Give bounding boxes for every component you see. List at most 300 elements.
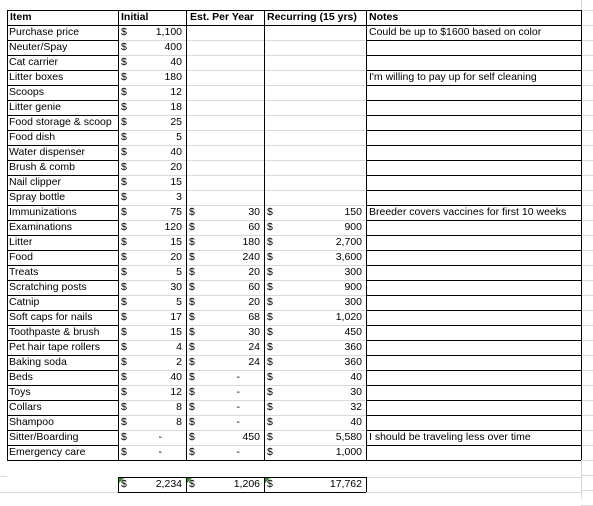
currency-symbol: $ bbox=[189, 446, 195, 458]
header-per-year[interactable]: Est. Per Year bbox=[190, 11, 255, 23]
row-border bbox=[7, 280, 118, 281]
currency-symbol: $ bbox=[267, 371, 273, 383]
gridline-h bbox=[581, 205, 593, 206]
row-border bbox=[7, 460, 118, 461]
gridline-h bbox=[366, 477, 581, 478]
row-border bbox=[7, 400, 118, 401]
gridline-h bbox=[581, 190, 593, 191]
row-border bbox=[7, 220, 118, 221]
currency-symbol: $ bbox=[121, 176, 127, 188]
row-border bbox=[7, 295, 118, 296]
column-border bbox=[7, 10, 8, 460]
currency-symbol: $ bbox=[121, 416, 127, 428]
initial-value[interactable]: 4 bbox=[176, 341, 182, 353]
gridline-h bbox=[118, 265, 366, 266]
row-item-label[interactable]: Beds bbox=[9, 371, 33, 383]
row-border bbox=[7, 175, 118, 176]
gridline-h bbox=[581, 40, 593, 41]
recurring-value[interactable]: 40 bbox=[350, 371, 362, 383]
initial-value[interactable]: 20 bbox=[170, 251, 182, 263]
initial-value[interactable]: 12 bbox=[170, 386, 182, 398]
initial-value[interactable]: 17 bbox=[170, 311, 182, 323]
gridline-h bbox=[581, 460, 593, 461]
currency-symbol: $ bbox=[267, 386, 273, 398]
recurring-value[interactable]: 450 bbox=[344, 326, 362, 338]
currency-symbol: $ bbox=[267, 251, 273, 263]
gridline-h bbox=[118, 145, 366, 146]
row-item-label[interactable]: Emergency care bbox=[9, 446, 86, 458]
currency-symbol: $ bbox=[267, 401, 273, 413]
currency-symbol: $ bbox=[121, 86, 127, 98]
row-item-label[interactable]: Soft caps for nails bbox=[9, 311, 93, 323]
gridline-h bbox=[118, 310, 366, 311]
initial-value[interactable]: 120 bbox=[164, 221, 182, 233]
gridline-h bbox=[581, 70, 593, 71]
row-border bbox=[366, 340, 581, 341]
gridline-h bbox=[118, 205, 366, 206]
per-year-value[interactable]: 68 bbox=[248, 311, 260, 323]
row-border bbox=[7, 250, 118, 251]
initial-value[interactable]: 40 bbox=[170, 371, 182, 383]
recurring-value[interactable]: 30 bbox=[350, 386, 362, 398]
gridline-h bbox=[581, 160, 593, 161]
currency-symbol: $ bbox=[189, 341, 195, 353]
gridline-h bbox=[581, 370, 593, 371]
currency-symbol: $ bbox=[189, 356, 195, 368]
initial-value[interactable]: 3 bbox=[176, 191, 182, 203]
currency-symbol: $ bbox=[267, 296, 273, 308]
row-border bbox=[366, 445, 581, 446]
column-border bbox=[366, 10, 367, 460]
row-note[interactable]: Could be up to $1600 based on color bbox=[369, 26, 542, 38]
total-recurring[interactable]: 17,762 bbox=[329, 478, 362, 490]
row-border bbox=[366, 265, 581, 266]
recurring-value[interactable]: 900 bbox=[344, 221, 362, 233]
row-border bbox=[7, 100, 118, 101]
row-item-label[interactable]: Purchase price bbox=[9, 26, 80, 38]
initial-value[interactable]: 25 bbox=[170, 116, 182, 128]
row-border bbox=[366, 250, 581, 251]
initial-value[interactable]: 400 bbox=[164, 41, 182, 53]
per-year-value[interactable]: - bbox=[236, 401, 240, 413]
row-border bbox=[366, 415, 581, 416]
row-note[interactable]: I should be traveling less over time bbox=[369, 431, 531, 443]
column-border bbox=[264, 10, 265, 460]
gridline-h bbox=[581, 250, 593, 251]
row-item-label[interactable]: Toothpaste & brush bbox=[9, 326, 100, 338]
initial-value[interactable]: 40 bbox=[170, 56, 182, 68]
gridline-h bbox=[581, 400, 593, 401]
currency-symbol: $ bbox=[267, 478, 273, 490]
currency-symbol: $ bbox=[121, 386, 127, 398]
initial-value[interactable]: 180 bbox=[164, 71, 182, 83]
row-border bbox=[366, 115, 581, 116]
per-year-value[interactable]: 60 bbox=[248, 221, 260, 233]
gridline-h bbox=[118, 430, 366, 431]
row-item-label[interactable]: Baking soda bbox=[9, 356, 67, 368]
currency-symbol: $ bbox=[267, 446, 273, 458]
recurring-value[interactable]: 32 bbox=[350, 401, 362, 413]
row-border bbox=[7, 130, 118, 131]
row-item-label[interactable]: Litter bbox=[9, 236, 33, 248]
row-item-label[interactable]: Food storage & scoop bbox=[9, 116, 112, 128]
row-item-label[interactable]: Litter genie bbox=[9, 101, 61, 113]
gridline-h bbox=[118, 250, 366, 251]
row-item-label[interactable]: Water dispenser bbox=[9, 146, 86, 158]
row-item-label[interactable]: Treats bbox=[9, 266, 39, 278]
row-border bbox=[366, 325, 581, 326]
row-border bbox=[7, 235, 118, 236]
row-item-label[interactable]: Pet hair tape rollers bbox=[9, 341, 101, 353]
row-item-label[interactable]: Spray bottle bbox=[9, 191, 66, 203]
currency-symbol: $ bbox=[121, 221, 127, 233]
row-border bbox=[366, 100, 581, 101]
gridline-h bbox=[118, 235, 366, 236]
row-border bbox=[7, 205, 118, 206]
header-recurring[interactable]: Recurring (15 yrs) bbox=[267, 11, 357, 23]
row-border bbox=[366, 25, 581, 26]
row-border bbox=[7, 25, 118, 26]
currency-symbol: $ bbox=[267, 356, 273, 368]
currency-symbol: $ bbox=[121, 236, 127, 248]
gridline-h bbox=[118, 400, 366, 401]
currency-symbol: $ bbox=[121, 101, 127, 113]
per-year-value[interactable]: 240 bbox=[242, 251, 260, 263]
currency-symbol: $ bbox=[267, 281, 273, 293]
gridline-h bbox=[366, 492, 581, 493]
initial-value[interactable]: 5 bbox=[176, 131, 182, 143]
currency-symbol: $ bbox=[189, 251, 195, 263]
currency-symbol: $ bbox=[121, 401, 127, 413]
recurring-value[interactable]: 1,000 bbox=[335, 446, 362, 458]
gridline-h bbox=[118, 220, 366, 221]
per-year-value[interactable]: 30 bbox=[248, 206, 260, 218]
per-year-value[interactable]: - bbox=[236, 371, 240, 383]
row-border bbox=[366, 385, 581, 386]
recurring-value[interactable]: 2,700 bbox=[335, 236, 362, 248]
row-border bbox=[366, 220, 581, 221]
currency-symbol: $ bbox=[267, 416, 273, 428]
currency-symbol: $ bbox=[267, 431, 273, 443]
initial-value[interactable]: - bbox=[158, 446, 162, 458]
row-border bbox=[366, 55, 581, 56]
row-border bbox=[7, 370, 118, 371]
currency-symbol: $ bbox=[189, 371, 195, 383]
currency-symbol: $ bbox=[189, 221, 195, 233]
row-border bbox=[366, 370, 581, 371]
gridline-h bbox=[118, 40, 366, 41]
row-item-label[interactable]: Scoops bbox=[9, 86, 45, 98]
initial-value[interactable]: 5 bbox=[176, 296, 182, 308]
initial-value[interactable]: 1,100 bbox=[155, 26, 182, 38]
currency-symbol: $ bbox=[121, 116, 127, 128]
table-border-top bbox=[7, 10, 581, 11]
gridline-h bbox=[581, 10, 593, 11]
initial-value[interactable]: 12 bbox=[170, 86, 182, 98]
header-notes[interactable]: Notes bbox=[369, 11, 399, 23]
header-initial[interactable]: Initial bbox=[121, 11, 149, 23]
currency-symbol: $ bbox=[189, 478, 195, 490]
currency-symbol: $ bbox=[189, 386, 195, 398]
gridline-h bbox=[581, 115, 593, 116]
gridline-h bbox=[118, 355, 366, 356]
row-item-label[interactable]: Litter boxes bbox=[9, 71, 64, 83]
row-item-label[interactable]: Catnip bbox=[9, 296, 40, 308]
currency-symbol: $ bbox=[121, 326, 127, 338]
currency-symbol: $ bbox=[121, 356, 127, 368]
header-item[interactable]: Item bbox=[10, 11, 32, 23]
initial-value[interactable]: 30 bbox=[170, 281, 182, 293]
row-item-label[interactable]: Examinations bbox=[9, 221, 73, 233]
row-border bbox=[366, 430, 581, 431]
recurring-value[interactable]: 1,020 bbox=[335, 311, 362, 323]
initial-value[interactable]: 18 bbox=[170, 101, 182, 113]
row-border bbox=[366, 190, 581, 191]
gridline-h bbox=[118, 370, 366, 371]
row-item-label[interactable]: Brush & comb bbox=[9, 161, 75, 173]
currency-symbol: $ bbox=[121, 191, 127, 203]
row-border bbox=[366, 235, 581, 236]
gridline-h bbox=[118, 85, 366, 86]
row-border bbox=[366, 400, 581, 401]
currency-symbol: $ bbox=[121, 161, 127, 173]
row-border bbox=[7, 190, 118, 191]
row-item-label[interactable]: Neuter/Spay bbox=[9, 41, 68, 53]
currency-symbol: $ bbox=[121, 446, 127, 458]
row-border bbox=[366, 175, 581, 176]
row-border bbox=[366, 280, 581, 281]
gridline-h bbox=[581, 325, 593, 326]
currency-symbol: $ bbox=[121, 371, 127, 383]
error-indicator-icon[interactable] bbox=[119, 478, 124, 483]
gridline-h bbox=[0, 492, 118, 493]
currency-symbol: $ bbox=[267, 221, 273, 233]
totals-border-bottom bbox=[118, 492, 366, 493]
row-border bbox=[7, 70, 118, 71]
currency-symbol: $ bbox=[121, 341, 127, 353]
row-border bbox=[366, 85, 581, 86]
currency-symbol: $ bbox=[189, 401, 195, 413]
initial-value[interactable]: 8 bbox=[176, 416, 182, 428]
initial-value[interactable]: 15 bbox=[170, 326, 182, 338]
row-border bbox=[7, 430, 118, 431]
recurring-value[interactable]: 3,600 bbox=[335, 251, 362, 263]
row-border bbox=[366, 70, 581, 71]
row-border bbox=[7, 55, 118, 56]
initial-value[interactable]: 15 bbox=[170, 236, 182, 248]
per-year-value[interactable]: 20 bbox=[248, 266, 260, 278]
gridline-h bbox=[581, 100, 593, 101]
row-border bbox=[366, 355, 581, 356]
column-border bbox=[118, 10, 119, 460]
row-border bbox=[366, 130, 581, 131]
gridline-h bbox=[118, 160, 366, 161]
error-indicator-icon[interactable] bbox=[187, 478, 192, 483]
row-border bbox=[7, 355, 118, 356]
per-year-value[interactable]: 20 bbox=[248, 296, 260, 308]
row-border bbox=[7, 115, 118, 116]
currency-symbol: $ bbox=[121, 56, 127, 68]
currency-symbol: $ bbox=[121, 478, 127, 490]
currency-symbol: $ bbox=[121, 41, 127, 53]
row-item-label[interactable]: Cat carrier bbox=[9, 56, 59, 68]
gridline-h bbox=[118, 70, 366, 71]
row-border bbox=[366, 145, 581, 146]
currency-symbol: $ bbox=[189, 266, 195, 278]
row-border bbox=[7, 325, 118, 326]
gridline-h bbox=[581, 430, 593, 431]
currency-symbol: $ bbox=[121, 281, 127, 293]
currency-symbol: $ bbox=[267, 311, 273, 323]
currency-symbol: $ bbox=[121, 311, 127, 323]
error-indicator-icon[interactable] bbox=[265, 478, 270, 483]
gridline-h bbox=[581, 25, 593, 26]
row-border bbox=[7, 160, 118, 161]
initial-value[interactable]: 5 bbox=[176, 266, 182, 278]
row-border bbox=[366, 205, 581, 206]
per-year-value[interactable]: 24 bbox=[248, 356, 260, 368]
column-border bbox=[186, 10, 187, 460]
gridline-h bbox=[581, 310, 593, 311]
row-item-label[interactable]: Immunizations bbox=[9, 206, 77, 218]
gridline-h bbox=[118, 325, 366, 326]
header-border bbox=[118, 25, 366, 26]
currency-symbol: $ bbox=[121, 431, 127, 443]
per-year-value[interactable]: 60 bbox=[248, 281, 260, 293]
gridline-h bbox=[118, 445, 366, 446]
row-border bbox=[7, 85, 118, 86]
currency-symbol: $ bbox=[189, 311, 195, 323]
gridline-h bbox=[118, 130, 366, 131]
gridline-h bbox=[118, 55, 366, 56]
currency-symbol: $ bbox=[121, 206, 127, 218]
gridline-h bbox=[581, 85, 593, 86]
recurring-value[interactable]: 360 bbox=[344, 341, 362, 353]
total-per-year[interactable]: 1,206 bbox=[233, 478, 260, 490]
currency-symbol: $ bbox=[121, 251, 127, 263]
recurring-value[interactable]: 5,580 bbox=[335, 431, 362, 443]
gridline-h bbox=[581, 235, 593, 236]
total-initial[interactable]: 2,234 bbox=[155, 478, 182, 490]
gridline-h bbox=[581, 280, 593, 281]
gridline-h bbox=[581, 490, 593, 491]
currency-symbol: $ bbox=[121, 296, 127, 308]
currency-symbol: $ bbox=[189, 206, 195, 218]
currency-symbol: $ bbox=[267, 341, 273, 353]
gridline-h bbox=[581, 145, 593, 146]
currency-symbol: $ bbox=[189, 326, 195, 338]
row-border bbox=[7, 145, 118, 146]
currency-symbol: $ bbox=[189, 431, 195, 443]
per-year-value[interactable]: - bbox=[236, 446, 240, 458]
table-border-bottom bbox=[118, 460, 366, 461]
gridline-h bbox=[581, 295, 593, 296]
per-year-value[interactable]: 180 bbox=[242, 236, 260, 248]
gridline-h bbox=[118, 115, 366, 116]
initial-value[interactable]: 40 bbox=[170, 146, 182, 158]
initial-value[interactable]: 75 bbox=[170, 206, 182, 218]
gridline-h bbox=[581, 415, 593, 416]
gridline-h bbox=[581, 220, 593, 221]
per-year-value[interactable]: 30 bbox=[248, 326, 260, 338]
per-year-value[interactable]: - bbox=[236, 386, 240, 398]
totals-column-border bbox=[366, 477, 367, 492]
gridline-h bbox=[581, 385, 593, 386]
per-year-value[interactable]: 24 bbox=[248, 341, 260, 353]
row-item-label[interactable]: Sitter/Boarding bbox=[9, 431, 79, 443]
gridline-h bbox=[581, 175, 593, 176]
gridline-h bbox=[118, 175, 366, 176]
row-border bbox=[7, 310, 118, 311]
row-note[interactable]: I'm willing to pay up for self cleaning bbox=[369, 71, 537, 83]
currency-symbol: $ bbox=[121, 146, 127, 158]
initial-value[interactable]: - bbox=[158, 431, 162, 443]
gridline-h bbox=[581, 475, 593, 476]
currency-symbol: $ bbox=[267, 236, 273, 248]
row-border bbox=[7, 445, 118, 446]
gridline-h bbox=[118, 100, 366, 101]
row-item-label[interactable]: Food bbox=[9, 251, 33, 263]
recurring-value[interactable]: 300 bbox=[344, 296, 362, 308]
row-border bbox=[7, 340, 118, 341]
currency-symbol: $ bbox=[267, 206, 273, 218]
gridline-h bbox=[118, 295, 366, 296]
currency-symbol: $ bbox=[121, 131, 127, 143]
initial-value[interactable]: 8 bbox=[176, 401, 182, 413]
column-border bbox=[581, 10, 582, 460]
currency-symbol: $ bbox=[189, 296, 195, 308]
currency-symbol: $ bbox=[267, 266, 273, 278]
initial-value[interactable]: 20 bbox=[170, 161, 182, 173]
row-item-label[interactable]: Collars bbox=[9, 401, 42, 413]
row-border bbox=[366, 460, 581, 461]
gridline-h bbox=[118, 415, 366, 416]
gridline-h bbox=[118, 280, 366, 281]
row-item-label[interactable]: Shampoo bbox=[9, 416, 54, 428]
initial-value[interactable]: 15 bbox=[170, 176, 182, 188]
per-year-value[interactable]: - bbox=[236, 416, 240, 428]
recurring-value[interactable]: 40 bbox=[350, 416, 362, 428]
row-border bbox=[7, 385, 118, 386]
per-year-value[interactable]: 450 bbox=[242, 431, 260, 443]
gridline-h bbox=[118, 340, 366, 341]
currency-symbol: $ bbox=[121, 71, 127, 83]
recurring-value[interactable]: 150 bbox=[344, 206, 362, 218]
row-item-label[interactable]: Nail clipper bbox=[9, 176, 61, 188]
gridline-h bbox=[581, 55, 593, 56]
recurring-value[interactable]: 900 bbox=[344, 281, 362, 293]
gridline-h bbox=[581, 340, 593, 341]
row-item-label[interactable]: Food dish bbox=[9, 131, 56, 143]
currency-symbol: $ bbox=[189, 281, 195, 293]
currency-symbol: $ bbox=[121, 266, 127, 278]
row-item-label[interactable]: Toys bbox=[9, 386, 31, 398]
row-item-label[interactable]: Scratching posts bbox=[9, 281, 87, 293]
row-note[interactable]: Breeder covers vaccines for first 10 weeks bbox=[369, 206, 567, 218]
recurring-value[interactable]: 360 bbox=[344, 356, 362, 368]
currency-symbol: $ bbox=[121, 26, 127, 38]
gridline-h bbox=[581, 445, 593, 446]
gridline-h bbox=[581, 130, 593, 131]
recurring-value[interactable]: 300 bbox=[344, 266, 362, 278]
row-border bbox=[7, 40, 118, 41]
row-border bbox=[366, 310, 581, 311]
currency-symbol: $ bbox=[267, 326, 273, 338]
initial-value[interactable]: 2 bbox=[176, 356, 182, 368]
gridline-h bbox=[118, 190, 366, 191]
currency-symbol: $ bbox=[189, 236, 195, 248]
gridline-h bbox=[581, 265, 593, 266]
